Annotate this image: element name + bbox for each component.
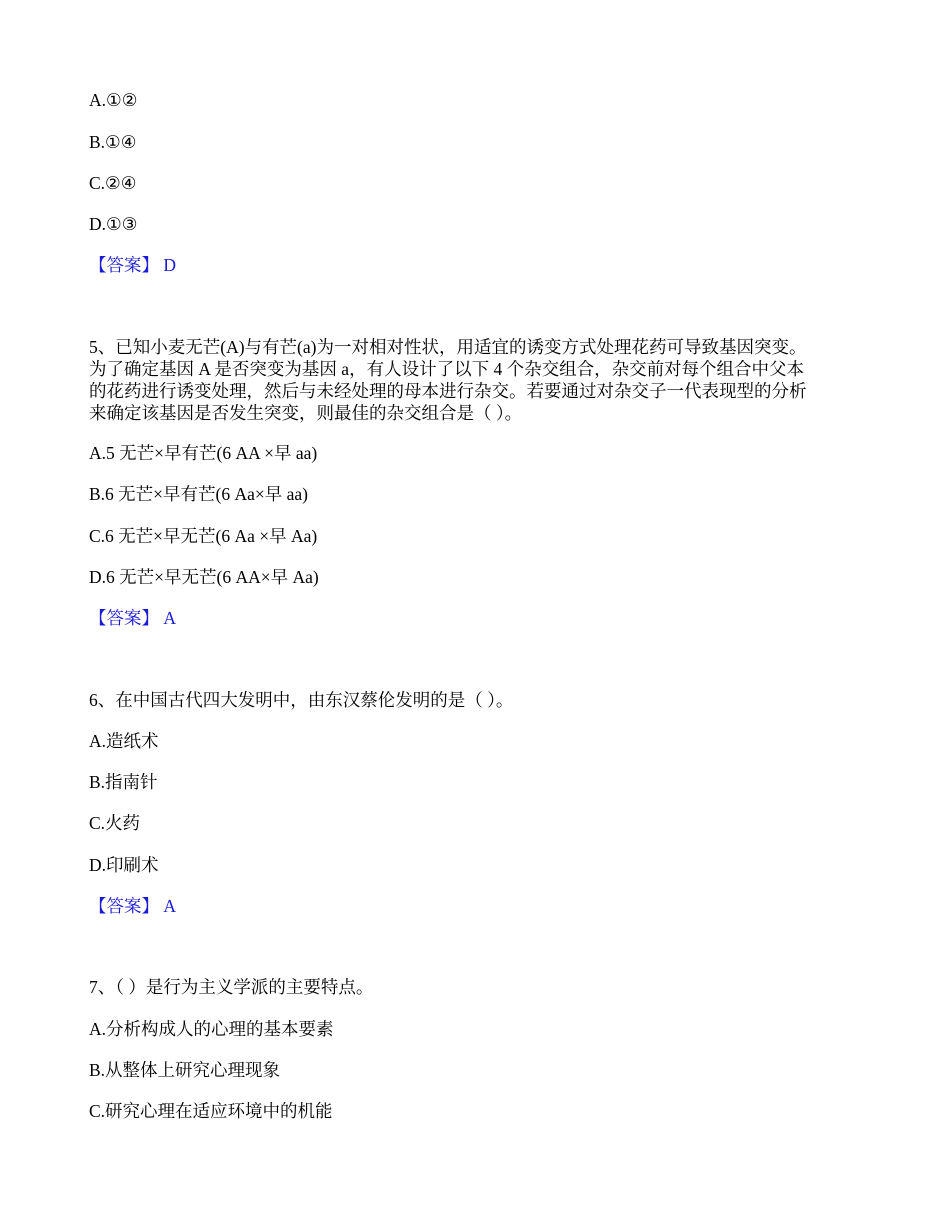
q5-stem-line-1: 5、已知小麦无芒(A)与有芒(a)为一对相对性状，用适宜的诱变方式处理花药可导致基因突变。 [89,337,807,357]
q6-option-c: C.火药 [89,813,141,833]
q5-option-b: B.6 无芒×早有芒(6 Aa×早 aa) [89,484,309,504]
q5-option-d: D.6 无芒×早无芒(6 AA×早 Aa) [89,567,319,587]
q5-stem-line-3: 的花药进行诱变处理，然后与未经处理的母本进行杂交。若要通过对杂交子一代表现型的分析 [89,381,807,401]
q5-stem-line-4: 来确定该基因是否发生突变，则最佳的杂交组合是（ ）。 [89,403,523,423]
q7-option-c: C.研究心理在适应环境中的机能 [89,1101,333,1121]
q6-answer: 【答案】 A [89,896,177,916]
q5-answer: 【答案】 A [89,608,177,628]
q4-answer: 【答案】 D [89,255,177,275]
q7-option-a: A.分析构成人的心理的基本要素 [89,1019,334,1039]
q4-option-b: B.①④ [89,132,137,152]
q6-option-b: B.指南针 [89,772,158,792]
q7-option-b: B.从整体上研究心理现象 [89,1060,281,1080]
q6-option-d: D.印刷术 [89,855,159,875]
q4-option-d: D.①③ [89,214,138,234]
q5-option-a: A.5 无芒×早有芒(6 AA ×早 aa) [89,443,318,463]
q5-option-c: C.6 无芒×早无芒(6 Aa ×早 Aa) [89,526,318,546]
q6-stem: 6、在中国古代四大发明中，由东汉蔡伦发明的是（ ）。 [89,690,514,710]
q5-stem-line-2: 为了确定基因 A 是否突变为基因 a，有人设计了以下 4 个杂交组合，杂交前对每个组合中父本 [89,359,805,379]
q4-option-a: A.①② [89,90,138,110]
q4-option-c: C.②④ [89,173,137,193]
q6-option-a: A.造纸术 [89,731,159,751]
q7-stem: 7、（ ）是行为主义学派的主要特点。 [89,977,374,997]
